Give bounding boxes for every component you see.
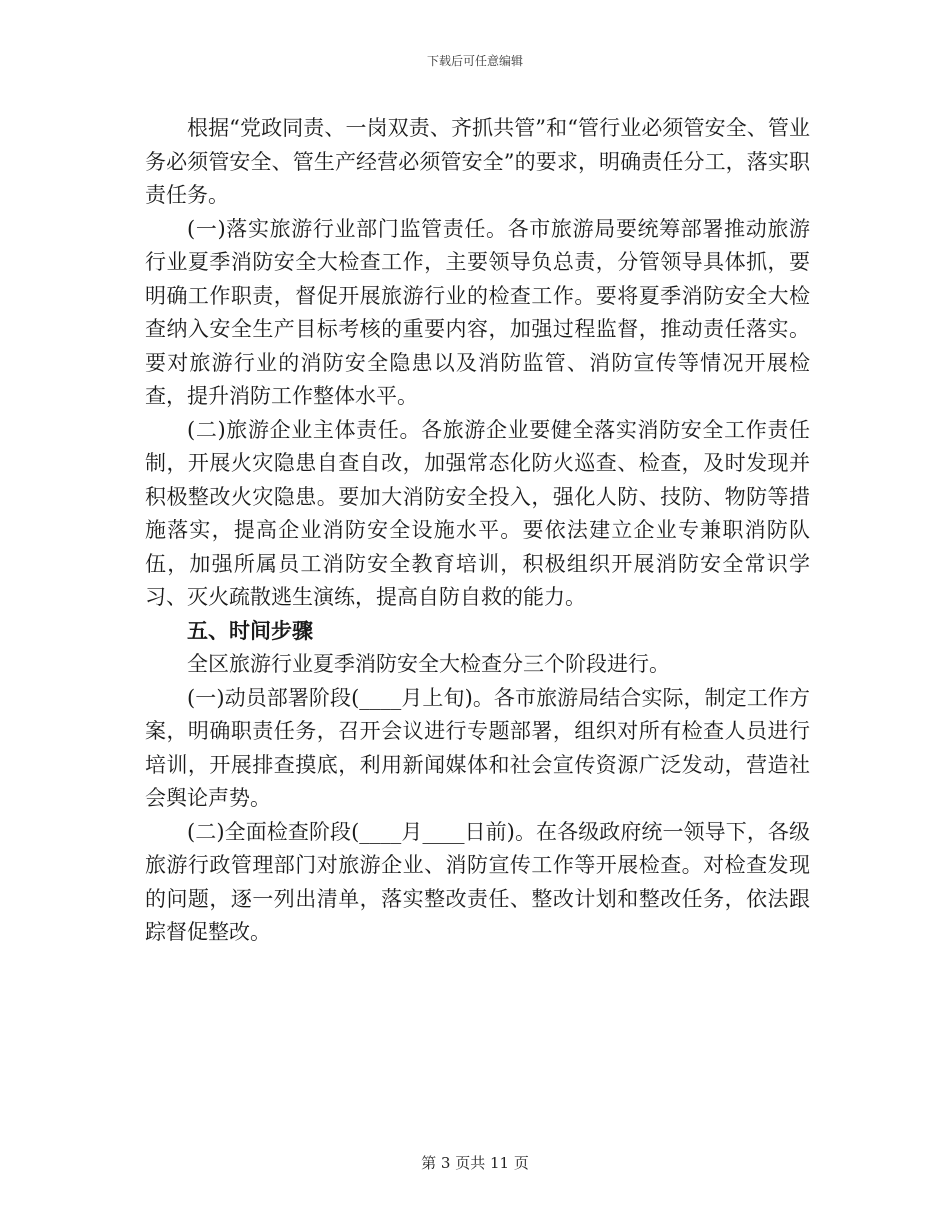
paragraph-department-supervision: (一)落实旅游行业部门监管责任。各市旅游局要统筹部署推动旅游行业夏季消防安全大检查工作，主要领导负总责，分管领导具体抓，要明确工作职责，督促开展旅游行业的检查工作。要将夏季消防安全大检查纳入安全生产目标考核的重要内容，加强过程监督，推动责任落实。要对旅游行业的消防安全隐患以及消防监管、消防宣传等情况开展检查，提升消防工作整体水平。 (145, 216, 810, 408)
section-heading-time-steps: 五、时间步骤 (187, 618, 313, 643)
paragraph-enterprise-responsibility: (二)旅游企业主体责任。各旅游企业要健全落实消防安全工作责任制，开展火灾隐患自查自改，加强常态化防火巡查、检查，及时发现并积极整改火灾隐患。要加大消防安全投入，强化人防、技防、物防等措施落实，提高企业消防安全设施水平。要依法建立企业专兼职消防队伍，加强所属员工消防安全教育培训，积极组织开展消防安全常识学习、灭火疏散逃生演练，提高自防自救的能力。 (145, 417, 810, 609)
page-header-note: 下载后可任意编辑 (426, 54, 523, 68)
paragraph-three-stages: 全区旅游行业夏季消防安全大检查分三个阶段进行。 (187, 652, 670, 676)
paragraph-responsibility-intro: 根据“党政同责、一岗双责、齐抓共管”和“管行业必须管安全、管业务必须管安全、管生产经营必须管安全”的要求，明确责任分工，落实职责任务。 (145, 116, 810, 207)
page-number: 第 3 页共 11 页 (421, 1154, 529, 1172)
paragraph-mobilization-stage: (一)动员部署阶段(____月上旬)。各市旅游局结合实际，制定工作方案，明确职责任务，召开会议进行专题部署，组织对所有检查人员进行培训，开展排查摸底，利用新闻媒体和社会宣传资源广泛发动，营造社会舆论声势。 (145, 685, 810, 810)
document-body (145, 112, 810, 950)
paragraph-inspection-stage: (二)全面检查阶段(____月____日前)。在各级政府统一领导下，各级旅游行政管理部门对旅游企业、消防宣传工作等开展检查。对检查发现的问题，逐一列出清单，落实整改责任、整改计划和整改任务，依法跟踪督促整改。 (145, 819, 810, 944)
